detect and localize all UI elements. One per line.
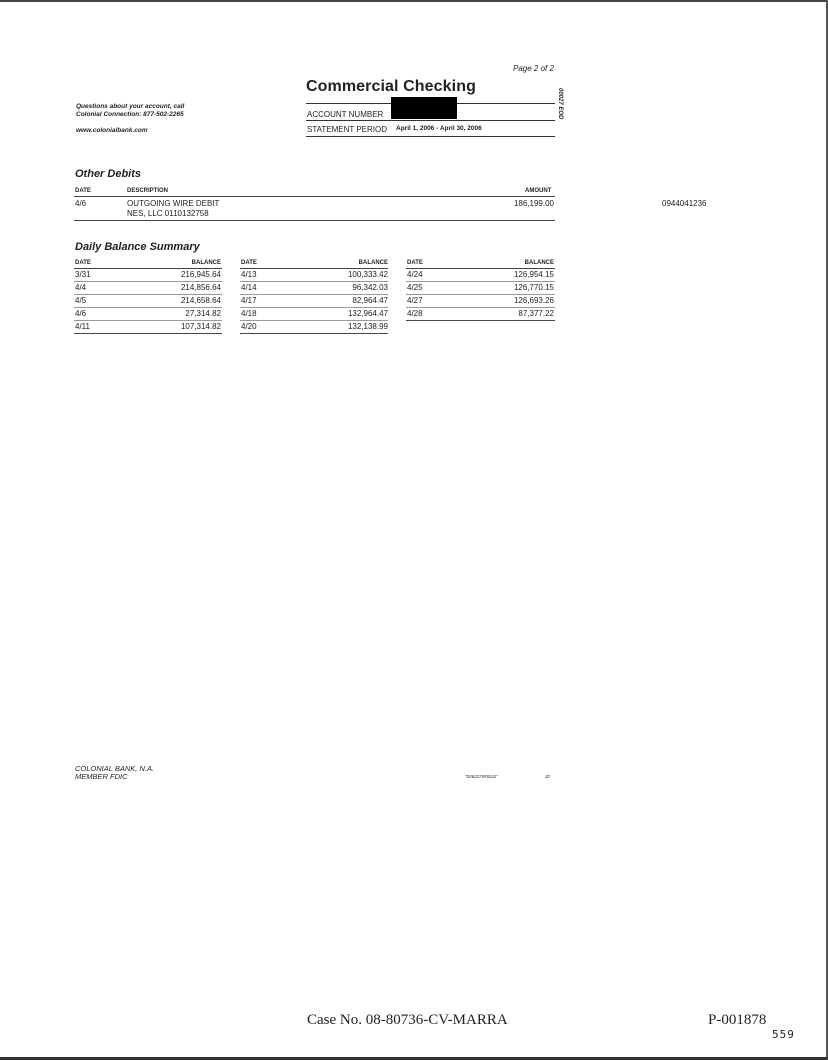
balance-col2-header-rule [240, 268, 388, 269]
balance-col3-header-rule [406, 268, 555, 269]
row-rule [240, 281, 388, 282]
bank-footer [75, 765, 154, 781]
side-code: 00027 EOD [557, 88, 563, 120]
bates-number: 559 [772, 1028, 795, 1041]
debit-date: 4/6 [75, 199, 87, 208]
row-rule [74, 320, 222, 321]
balance-amount: 126,770.15 [513, 283, 554, 292]
balance-amount: 107,314.82 [180, 322, 221, 331]
balance-amount: 126,693.26 [513, 296, 554, 305]
balance-date: 3/31 [75, 270, 91, 279]
row-rule [74, 294, 222, 295]
balance-amount: 82,964.47 [352, 296, 388, 305]
row-rule [74, 307, 222, 308]
statement-period-value: April 1, 2006 - April 30, 2006 [396, 125, 482, 132]
micr-number: 32 [545, 774, 551, 779]
other-debits-title: Other Debits [75, 168, 142, 180]
debit-amount: 186,199.00 [513, 199, 554, 208]
balance-date: 4/25 [407, 283, 423, 292]
debits-col-date: DATE [75, 188, 91, 194]
bank-website: www.colonialbank.com [76, 127, 148, 134]
balance-date: 4/11 [75, 322, 90, 331]
balance-date: 4/18 [241, 309, 257, 318]
scan-edge-top [0, 0, 828, 2]
balance-col2-date-header: DATE [241, 260, 257, 266]
balance-amount: 214,658.64 [180, 296, 221, 305]
balance-date: 4/20 [241, 322, 257, 331]
debits-col-description: DESCRIPTION [127, 188, 169, 194]
header-rule-mid [306, 120, 555, 121]
row-rule [406, 307, 555, 308]
contact-info [76, 103, 184, 119]
balance-date: 4/24 [407, 270, 423, 279]
balance-date: 4/27 [407, 296, 423, 305]
balance-amount: 132,138.99 [347, 322, 388, 331]
debits-header-rule [74, 196, 555, 197]
balance-amount: 96,342.03 [352, 283, 388, 292]
balance-amount: 216,945.64 [180, 270, 221, 279]
case-number: Case No. 08-80736-CV-MARRA [307, 1012, 508, 1028]
balance-amount: 214,856.64 [180, 283, 221, 292]
balance-col1-date-header: DATE [75, 260, 91, 266]
balance-date: 4/28 [407, 309, 423, 318]
debit-description-line2: NES, LLC 0110132758 [127, 209, 209, 218]
page-title: Commercial Checking [306, 78, 476, 95]
balance-date: 4/17 [241, 296, 257, 305]
daily-balance-title: Daily Balance Summary [75, 241, 200, 253]
row-rule [406, 281, 555, 282]
balance-amount: 100,333.42 [347, 270, 388, 279]
side-reference-number: 0944041236 [662, 199, 707, 208]
debits-bottom-rule [74, 220, 555, 221]
balance-amount: 132,964.47 [347, 309, 388, 318]
bank-name: COLONIAL BANK, N.A. [75, 764, 155, 773]
balance-col1-header-rule [74, 268, 222, 269]
balance-date: 4/14 [241, 283, 257, 292]
row-rule [240, 320, 388, 321]
row-rule [406, 294, 555, 295]
balance-date: 4/4 [75, 283, 87, 292]
account-number-label: ACCOUNT NUMBER [307, 110, 384, 119]
page-indicator: Page 2 of 2 [513, 64, 554, 73]
account-number-redaction [391, 97, 457, 119]
statement-period-label: STATEMENT PERIOD [307, 125, 388, 134]
balance-col1-bottom-rule [74, 333, 222, 334]
header-rule-bottom [306, 136, 555, 137]
balance-col3-date-header: DATE [407, 260, 423, 266]
balance-date: 4/6 [75, 309, 87, 318]
page-id: P-001878 [708, 1012, 767, 1028]
row-rule [240, 307, 388, 308]
row-rule [240, 294, 388, 295]
balance-amount: 87,377.22 [518, 309, 554, 318]
micr-code: "0262275#0211" [465, 774, 498, 779]
balance-col2-balance-header: BALANCE [358, 260, 388, 266]
balance-col3-bottom-rule [406, 320, 555, 321]
balance-date: 4/5 [75, 296, 87, 305]
balance-col1-balance-header: BALANCE [191, 260, 221, 266]
debits-col-amount: AMOUNT [525, 188, 552, 194]
contact-line-2: Colonial Connection: 877-502-2265 [76, 111, 184, 118]
balance-amount: 27,314.82 [185, 309, 221, 318]
balance-col2-bottom-rule [240, 333, 388, 334]
balance-col3-balance-header: BALANCE [524, 260, 554, 266]
balance-amount: 126,954.15 [513, 270, 554, 279]
row-rule [74, 281, 222, 282]
debit-description-line1: OUTGOING WIRE DEBIT [127, 199, 220, 208]
balance-date: 4/13 [241, 270, 257, 279]
member-fdic: MEMBER FDIC [75, 772, 128, 781]
contact-line-1: Questions about your account, call [76, 103, 185, 110]
